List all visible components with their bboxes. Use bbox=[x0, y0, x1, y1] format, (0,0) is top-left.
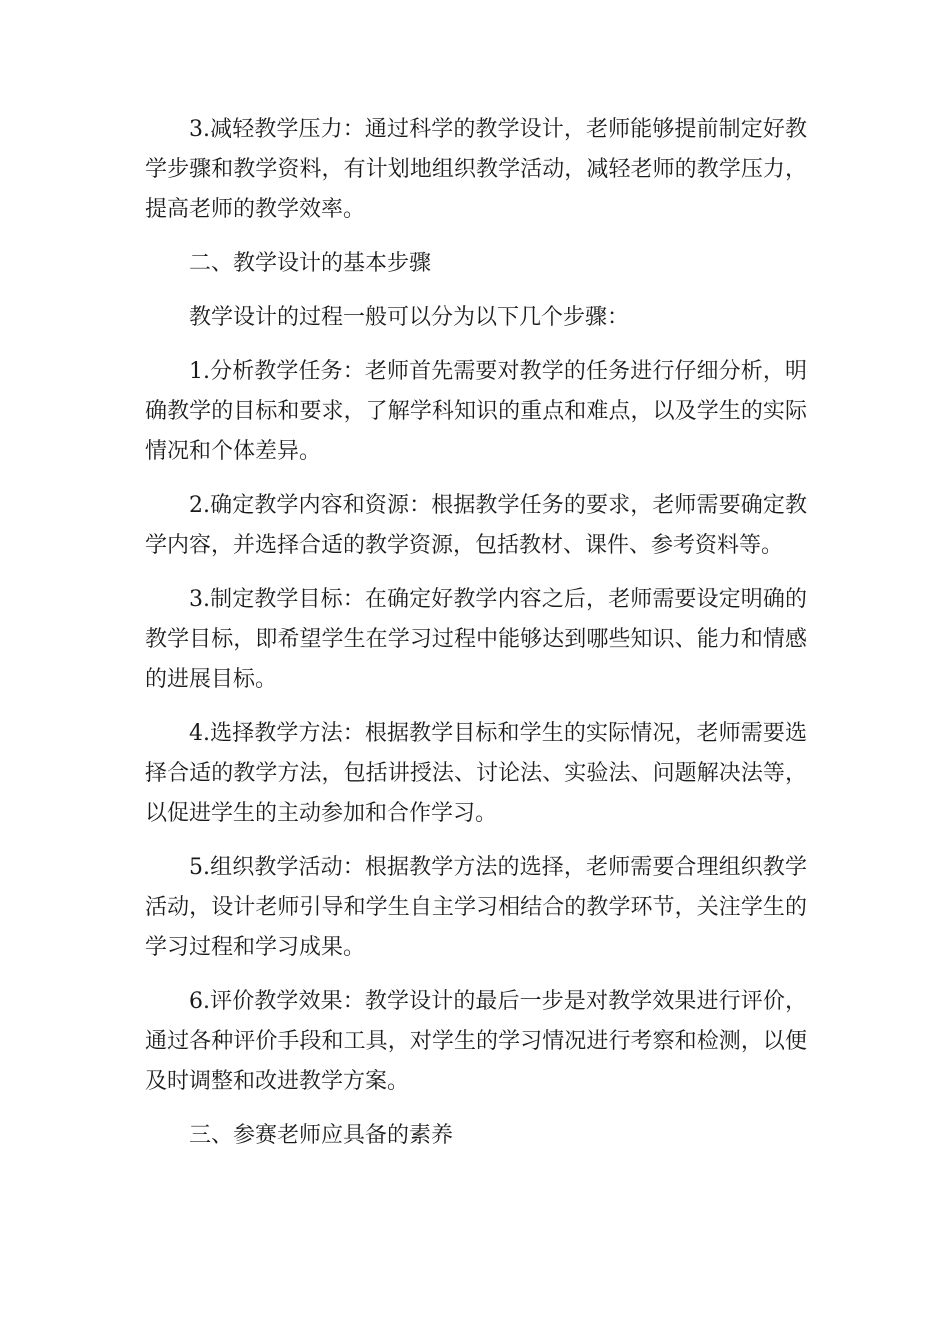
paragraph-step-2: 2.确定教学内容和资源：根据教学任务的要求，老师需要确定教学内容，并选择合适的教学资源，包括教材、课件、参考资料等。 bbox=[145, 493, 807, 558]
paragraph-step-6: 6.评价教学效果：教学设计的最后一步是对教学效果进行评价，通过各种评价手段和工具，对学生的学习情况进行考察和检测，以便及时调整和改进教学方案。 bbox=[145, 989, 807, 1094]
section-heading-basic-steps: 二、教学设计的基本步骤 bbox=[189, 251, 432, 276]
paragraph-steps-intro: 教学设计的过程一般可以分为以下几个步骤： bbox=[189, 305, 630, 330]
document-page bbox=[145, 110, 807, 1170]
paragraph-step-4: 4.选择教学方法：根据教学目标和学生的实际情况，老师需要选择合适的教学方法，包括讲授法、讨论法、实验法、问题解决法等，以促进学生的主动参加和合作学习。 bbox=[145, 721, 807, 826]
paragraph-step-1: 1.分析教学任务：老师首先需要对教学的任务进行仔细分析，明确教学的目标和要求，了解学科知识的重点和难点，以及学生的实际情况和个体差异。 bbox=[145, 359, 807, 464]
paragraph-reduce-pressure: 3.减轻教学压力：通过科学的教学设计，老师能够提前制定好教学步骤和教学资料，有计划地组织教学活动，减轻老师的教学压力，提高老师的教学效率。 bbox=[145, 117, 807, 222]
section-heading-teacher-qualities: 三、参赛老师应具备的素养 bbox=[189, 1123, 454, 1148]
paragraph-step-3: 3.制定教学目标：在确定好教学内容之后，老师需要设定明确的教学目标，即希望学生在学习过程中能够达到哪些知识、能力和情感的进展目标。 bbox=[145, 587, 807, 692]
paragraph-step-5: 5.组织教学活动：根据教学方法的选择，老师需要合理组织教学活动，设计老师引导和学生自主学习相结合的教学环节，关注学生的学习过程和学习成果。 bbox=[145, 855, 807, 960]
